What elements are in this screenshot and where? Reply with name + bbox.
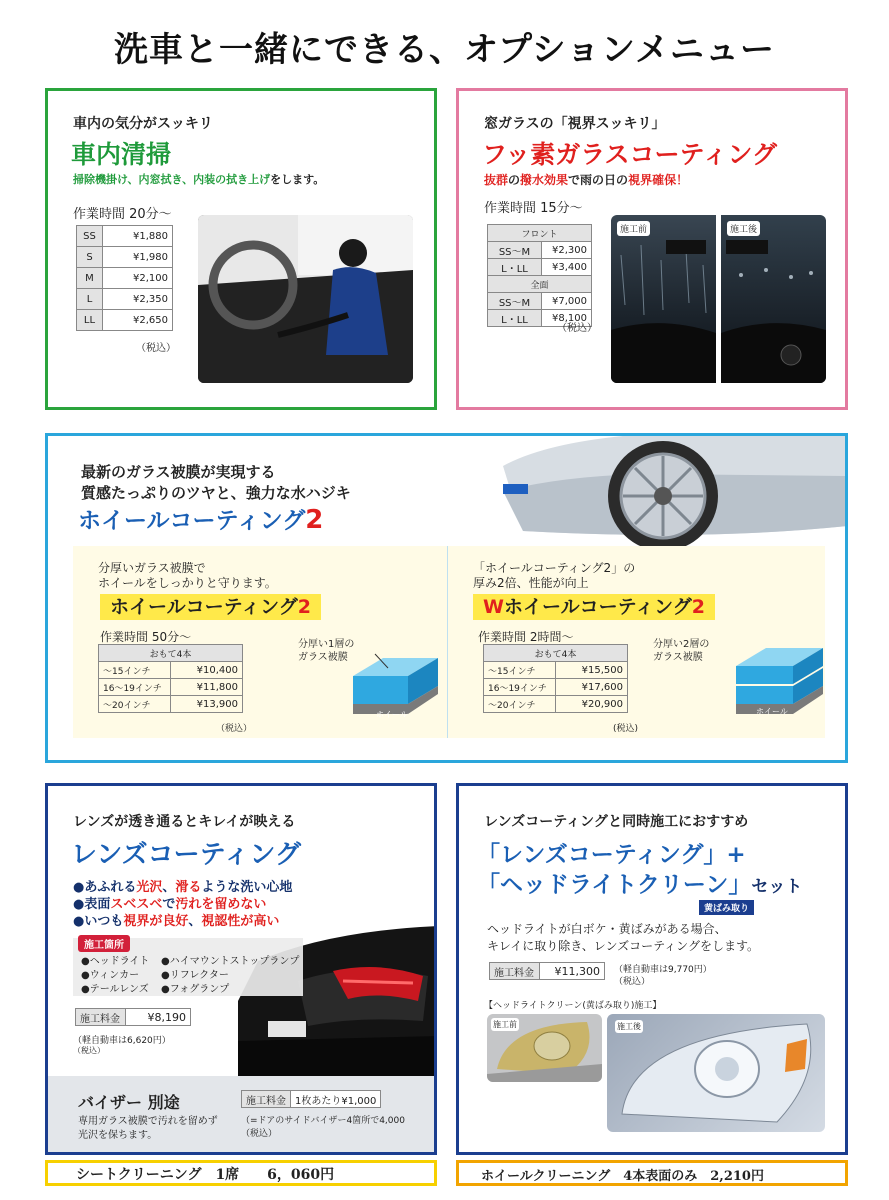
table-row	[484, 662, 628, 679]
wheel-right-name-w: W	[483, 596, 504, 618]
visor-fee-table	[241, 1090, 381, 1108]
table-row	[77, 310, 173, 331]
glass-desc-a: 抜群	[484, 173, 509, 187]
table-row	[76, 1009, 191, 1026]
wheel-lead-1: 最新のガラス被膜が実現する	[81, 463, 276, 481]
price-cell: ¥7,000	[542, 293, 592, 310]
price-cell: ¥3,400	[542, 259, 592, 276]
wheel-left-desc-2: ホイールをしっかりと守ります。	[98, 576, 277, 590]
lens-place-item: ●テールレンズ	[81, 984, 149, 995]
price-cell: ¥2,650	[103, 310, 173, 331]
wheel-right-price-table	[483, 644, 628, 713]
heading-text: 「ヘッドライトクリーン」	[477, 872, 752, 898]
size-cell: 〜15インチ	[99, 662, 171, 679]
table-row	[77, 268, 173, 289]
wheel-left-tax: （税込）	[216, 724, 253, 734]
bullet-highlight: スベスベ	[110, 897, 163, 912]
fee-value: ¥11,300	[540, 963, 605, 980]
table-row	[99, 662, 243, 679]
fee-value: 1枚あたり¥1,000	[291, 1091, 381, 1108]
price-cell: ¥2,350	[103, 289, 173, 310]
visor-desc-1: 専用ガラス被膜で汚れを留めず	[78, 1116, 218, 1127]
table-row	[488, 225, 592, 242]
table-row	[99, 679, 243, 696]
fee-label: 施工料金	[76, 1009, 126, 1026]
table-row	[488, 259, 592, 276]
wheel-lead-2: 質感たっぷりのツヤと、強力な水ハジキ	[81, 484, 351, 502]
visor-note-1: （=ドアのサイドバイザー4箇所で4,000	[241, 1116, 405, 1126]
wheel-car-photo	[503, 436, 848, 546]
size-cell: 16〜19インチ	[99, 679, 171, 696]
price-cell: ¥2,300	[542, 242, 592, 259]
wheel-left-name	[100, 594, 321, 620]
bullet-highlight: 視界が良好	[123, 914, 189, 929]
size-cell: 16〜19インチ	[484, 679, 556, 696]
lens-tax-note: （税込）	[73, 1046, 105, 1055]
visor-desc-2: 光沢を保ちます。	[78, 1130, 158, 1141]
price-cell: ¥1,980	[103, 247, 173, 268]
headlight-desc-2: キレイに取り除き、レンズコーティングをします。	[487, 939, 759, 953]
seat-cleaning-bar	[45, 1160, 437, 1186]
lens-kei-note: （軽自動車は6,620円）	[73, 1036, 171, 1046]
wheel-left-desc-1: 分厚いガラス被膜で	[98, 561, 206, 575]
lens-place-item: ●ハイマウントストップランプ	[161, 956, 300, 967]
bullet-text: ●いつも	[73, 914, 124, 929]
size-cell: SS〜M	[488, 242, 542, 259]
seat-cleaning-text: シートクリーニング 1席 6，060円	[76, 1167, 335, 1183]
bullet-highlight: 汚れを留めない	[175, 897, 267, 912]
wheel-heading-text: ホイールコーティング	[78, 508, 306, 534]
layer-label-line1: 分厚い1層の	[298, 639, 355, 650]
lens-place-item: ●ヘッドライト	[81, 956, 150, 967]
price-cell: ¥17,600	[556, 679, 628, 696]
wheel-left-name-text: ホイールコーティング	[110, 596, 298, 618]
price-cell: ¥2,100	[103, 268, 173, 289]
wheel-left-name-num: 2	[297, 596, 311, 618]
glass-desc-c: 撥水効果	[520, 173, 569, 187]
table-row	[99, 645, 243, 662]
table-header: おもて4本	[99, 645, 243, 662]
headlight-heading-1: 「レンズコーティング」+	[477, 842, 746, 868]
table-row	[77, 226, 173, 247]
size-cell: SS〜M	[488, 293, 542, 310]
lens-heading: レンズコーティング	[71, 840, 301, 870]
size-cell: L	[77, 289, 103, 310]
interior-desc	[73, 171, 324, 187]
visor-note-2: （税込）	[241, 1129, 278, 1139]
page-title: 洗車と一緒にできる、オプションメニュー	[114, 30, 775, 70]
wheel-right-desc-1: 「ホイールコーティング2」の	[473, 561, 636, 575]
all-header: 全面	[488, 276, 592, 293]
wheel-cleaning-text: ホイールクリーニング 4本表面のみ 2,210円	[481, 1169, 764, 1184]
wheel-coating-panel	[45, 433, 848, 763]
lens-place-item: ●ウィンカー	[81, 970, 140, 981]
glass-heading: フッ素ガラスコーティング	[482, 140, 778, 169]
price-cell: ¥8,100	[542, 310, 592, 327]
visor-heading: バイザー 別途	[78, 1093, 180, 1112]
bullet-text: ●あふれる	[73, 880, 137, 895]
lens-fee-table	[75, 1008, 191, 1026]
headlight-fee-table	[489, 962, 605, 980]
headlight-lead: レンズコーティングと同時施工におすすめ	[484, 814, 749, 830]
bullet-highlight: 視認性が高い	[201, 914, 280, 929]
glass-desc-e: 視界確保！	[628, 173, 689, 187]
front-header: フロント	[488, 225, 592, 242]
table-header: おもて4本	[484, 645, 628, 662]
bullet-highlight: 光沢	[136, 880, 163, 895]
table-row	[488, 276, 592, 293]
wheel-left-wheel-label: ホイール	[376, 710, 408, 719]
headlight-heading-2	[477, 866, 802, 899]
glass-desc-d: で雨の日の	[568, 173, 629, 187]
wheel-options-divider	[447, 546, 448, 738]
headlight-before-label: 施工前	[493, 1020, 517, 1029]
glass-tax: （税込）	[557, 323, 597, 334]
size-cell: 〜20インチ	[99, 696, 171, 713]
table-row	[488, 293, 592, 310]
interior-tax: （税込）	[136, 343, 176, 354]
wheel-left-time: 作業時間 50分〜	[100, 630, 192, 644]
bullet-text: で	[162, 897, 176, 912]
lens-places-badge: 施工箇所	[78, 935, 130, 952]
lens-place-item: ●フォグランプ	[161, 984, 230, 995]
wheel-right-desc-2: 厚み2倍、性能が向上	[473, 576, 589, 590]
wheel-right-time: 作業時間 2時間〜	[478, 630, 574, 644]
size-cell: M	[77, 268, 103, 289]
layer-label-line2: ガラス被膜	[653, 652, 703, 663]
glass-desc-b: の	[508, 173, 521, 187]
lens-place-item: ●リフレクター	[161, 970, 229, 981]
interior-time: 作業時間 20分〜	[73, 207, 172, 222]
lens-lead: レンズが透き通るとキレイが映える	[73, 814, 296, 830]
wheel-right-name-text: ホイールコーティング	[503, 596, 692, 618]
wheel-left-price-table	[98, 644, 243, 713]
glass-coating-panel	[456, 88, 848, 410]
size-cell: L・LL	[488, 259, 542, 276]
price-cell: ¥15,500	[556, 662, 628, 679]
bullet-text: ような洗い心地	[201, 880, 293, 895]
bullet-text: 、	[162, 880, 176, 895]
table-row	[77, 289, 173, 310]
headlight-tax-note: （税込）	[614, 977, 651, 987]
size-cell: L・LL	[488, 310, 542, 327]
table-row	[490, 963, 605, 980]
table-row	[488, 242, 592, 259]
table-row	[484, 696, 628, 713]
table-row	[77, 247, 173, 268]
interior-heading: 車内清掃	[71, 140, 172, 169]
fee-label: 施工料金	[242, 1091, 291, 1108]
table-row	[484, 679, 628, 696]
interior-cleaning-panel	[45, 88, 437, 410]
price-cell: ¥1,880	[103, 226, 173, 247]
wheel-heading	[78, 502, 323, 535]
wheel-right-name-num: 2	[691, 596, 705, 618]
wheel-options-area	[73, 546, 825, 738]
size-cell: SS	[77, 226, 103, 247]
headlight-caption: 【ヘッドライトクリーン(黄ばみ取り)施工】	[484, 1001, 662, 1011]
size-cell: 〜20インチ	[484, 696, 556, 713]
table-row	[99, 696, 243, 713]
interior-price-table	[76, 225, 173, 331]
glass-after-photo	[721, 215, 826, 383]
wheel-cleaning-bar	[456, 1160, 848, 1186]
table-row	[242, 1091, 381, 1108]
glass-time: 作業時間 15分〜	[484, 201, 583, 216]
headlight-before-photo	[487, 1014, 602, 1082]
size-cell: S	[77, 247, 103, 268]
wheel-right-tax: (税込)	[613, 724, 639, 734]
fee-label: 施工料金	[490, 963, 540, 980]
glass-before-photo	[611, 215, 716, 383]
layer-label-line2: ガラス被膜	[298, 652, 348, 663]
price-cell: ¥13,900	[171, 696, 243, 713]
interior-desc-highlight: 掃除機掛け、内窓拭き、内装の拭き上げ	[73, 173, 271, 186]
bullet-highlight: 滑る	[175, 880, 202, 895]
price-cell: ¥11,800	[171, 679, 243, 696]
glass-before-label: 施工前	[617, 221, 650, 236]
bullet-text: 、	[188, 914, 202, 929]
bullet-text: ●表面	[73, 897, 111, 912]
interior-lead: 車内の気分がスッキリ	[73, 116, 213, 132]
glass-price-table	[487, 224, 592, 327]
heading-suffix: セット	[751, 877, 803, 897]
wheel-heading-num: 2	[305, 505, 324, 535]
wheel-right-name	[473, 594, 715, 620]
headlight-badge: 黄ばみ取り	[699, 900, 754, 915]
wheel-right-layer-label	[653, 638, 709, 664]
interior-desc-rest: をします。	[270, 173, 325, 186]
fee-value: ¥8,190	[126, 1009, 191, 1026]
glass-after-label: 施工後	[727, 221, 760, 236]
glass-lead: 窓ガラスの「視界スッキリ」	[484, 116, 666, 132]
interior-cleaning-photo	[198, 215, 413, 383]
headlight-set-panel	[456, 783, 848, 1155]
wheel-right-wheel-label: ホイール	[756, 707, 788, 716]
price-cell: ¥10,400	[171, 662, 243, 679]
layer-label-line1: 分厚い2層の	[653, 639, 710, 650]
headlight-after-photo	[607, 1014, 825, 1132]
size-cell: 〜15インチ	[484, 662, 556, 679]
table-row	[484, 645, 628, 662]
headlight-desc-1: ヘッドライトが白ボケ・黄ばみがある場合、	[487, 922, 727, 936]
size-cell: LL	[77, 310, 103, 331]
glass-desc	[484, 171, 688, 188]
price-cell: ¥20,900	[556, 696, 628, 713]
lens-coating-panel	[45, 783, 437, 1155]
headlight-after-label: 施工後	[617, 1022, 641, 1031]
headlight-kei-note: （軽自動車は9,770円）	[614, 965, 712, 975]
